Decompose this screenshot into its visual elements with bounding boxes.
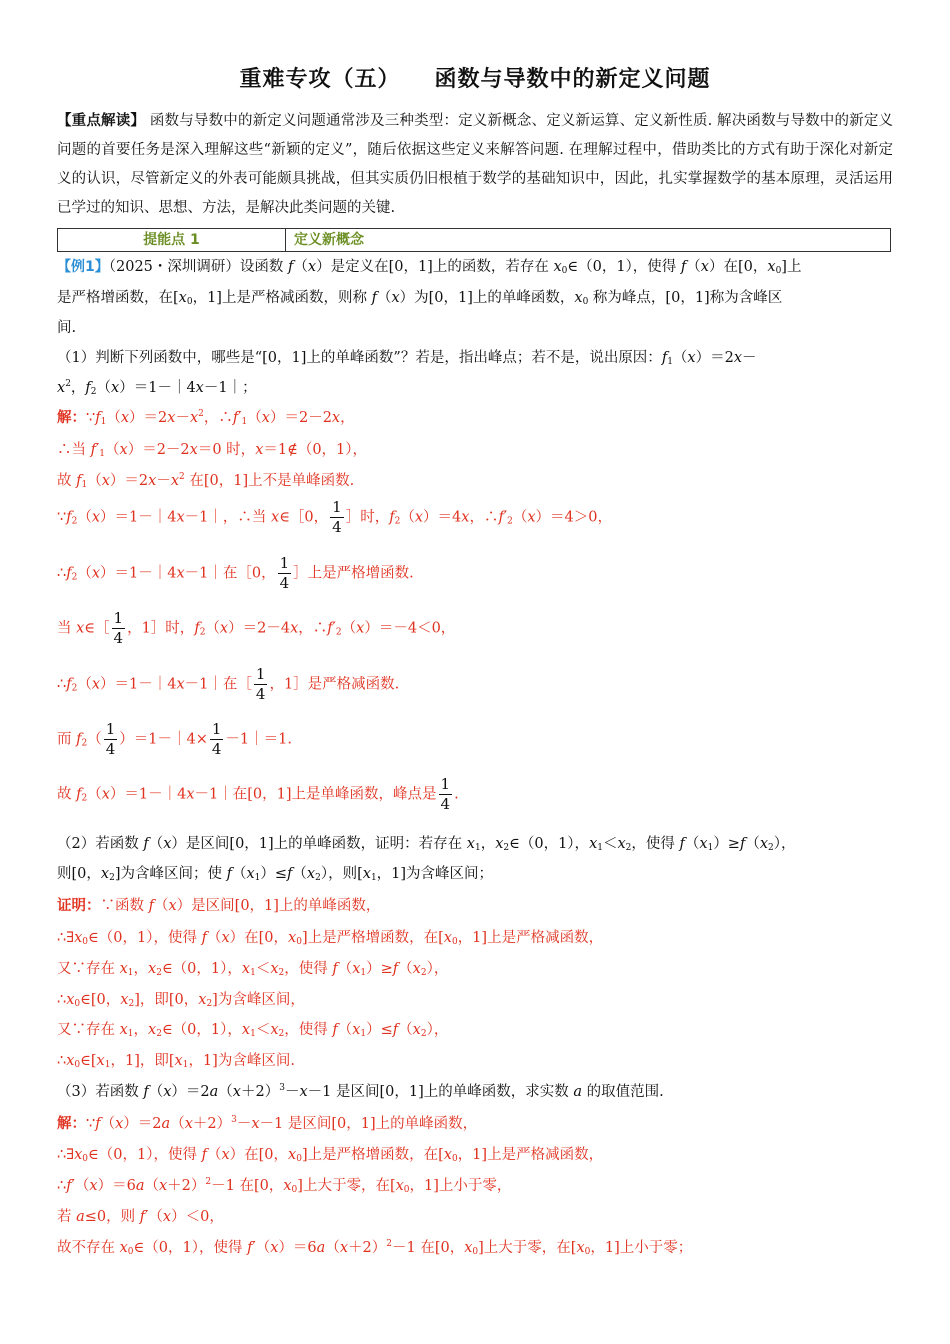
solution-1-line-1: 解：$\because f_1(x)=2x-x^2$，$\therefore f'_1(x)=2-2x$， — [57, 409, 355, 427]
solution-1-line-4: $\because f_2(x)=1-|4x-1|$，∴当 x∈［0， $\frac{1}{4}$ ］时，$f_2(x)=4x$，$\therefore f'_2(x)=4>0$， — [57, 498, 612, 536]
solution-3-line-2: $\therefore\exists x_0\in(0$，1），使得 f（x）在[0，$x_0$]上是严格增函数，在[$x_0$，1]上是严格减函数， — [57, 1147, 604, 1164]
fraction: $\frac{1}{4}$ — [332, 498, 342, 536]
fraction: $\frac{1}{4}$ — [255, 665, 266, 703]
intro-label: 【重点解读】 — [57, 112, 146, 129]
solution-3-line-5: 故不存在 $x_0\in(0$，1），使得 $f'(x)=6a(x+2)^2-1$ 在[0，$x_0$]上大于零，在[$x_0$，1]上小于零； — [57, 1239, 693, 1257]
solution-1-line-7: $\therefore f_2(x)=1-|4x-1|$在［ $\frac{1}{4}$ ，1］是严格减函数. — [57, 665, 400, 703]
example-line-3: 间. — [57, 320, 77, 336]
solution-label: 解： — [57, 409, 86, 426]
question-2-line-2: 则[0，$x_2$]为含峰区间；使 $f(x_1)\le f(x_2)$，则[$x_1$，1]为含峰区间； — [57, 866, 494, 883]
solution-1-line-5: $\therefore f_2(x)=1-|4x-1|$在［0， $\frac{1}{4}$ ］上是严格增函数. — [57, 554, 414, 592]
question-1-line-2: $x^2$，$f_2(x)=1-|4x-1|$； — [57, 379, 257, 397]
proof-line-3: 又∵存在 $x_1$，$x_2\in(0$，1），$x_1<x_2$，使得 $f(x_1)\ge f(x_2)$， — [57, 961, 449, 978]
topic-label-cell: 提能点 1 — [58, 229, 286, 251]
proof-label: 证明： — [57, 897, 101, 914]
solution-1-line-9: 故 $f_2(x)=1-|4x-1|$在[0，1]上是单峰函数，峰点是 $\frac{1}{4}$ . — [57, 775, 459, 813]
fraction: $\frac{1}{4}$ — [211, 720, 222, 758]
solution-3-line-4: 若 a≤0，则 f′（x）＜0， — [57, 1209, 224, 1225]
example-source: （2025・深圳调研） — [108, 259, 240, 275]
question-1-line-1: （1）判断下列函数中，哪些是“[0，1]上的单峰函数”？若是，指出峰点；若不是，说出原因：$f_1(x)=2x-$ — [57, 350, 757, 367]
intro-text: 函数与导数中的新定义问题通常涉及三种类型：定义新概念、定义新运算、定义新性质. 解决函数与导数中的新定义问题的首要任务是深入理解这些“新颖的定义”，随后依据这些定义来解答问题. 在理解过程中，借助类比的方式有助于深化对新定义的认识，尽管新定义的外表可能颇具挑战，但其实质仍旧根植于数学的基础知识中，因此，扎实掌握数学的基本原理，灵活运用已学过的知识、思想、方法，是解决此类问题的关键. — [57, 113, 894, 216]
fraction: $\frac{1}{4}$ — [113, 609, 124, 647]
solution-1-line-2: ∴当 $f'_1(x)=2-2x=0$ 时，x＝1∉（0，1）， — [57, 442, 368, 459]
proof-line-2: $\therefore\exists x_0\in(0$，1），使得 f（x）在[0，$x_0$]上是严格增函数，在[$x_0$，1]上是严格减函数， — [57, 930, 604, 947]
example-line-1: 【例1】（2025・深圳调研）设函数 f（x）是定义在[0，1]上的函数，若存在 $x_0\in(0$，1），使得 f（x）在[0，$x_0$]上 — [57, 259, 802, 276]
proof-line-4: $\therefore x_0\in[0$，$x_2$]，即[0，$x_2$]为含峰区间， — [57, 992, 305, 1009]
proof-line-6: $\therefore x_0\in[x_1$，1]，即[$x_1$，1]为含峰区间. — [57, 1053, 295, 1070]
fraction: $\frac{1}{4}$ — [105, 720, 116, 758]
page-title — [0, 62, 950, 93]
example-tag: 【例1】 — [57, 259, 109, 275]
example-line-2: 是严格增函数，在[$x_0$，1]上是严格减函数，则称 f（x）为[0，1]上的单峰函数，$x_0$ 称为峰点，[0，1]称为含峰区 — [57, 290, 783, 307]
proof-line-5: 又∵存在 $x_1$，$x_2\in(0$，1），$x_1<x_2$，使得 $f(x_1)\le f(x_2)$， — [57, 1022, 449, 1039]
title-part-1: 重难专攻（五） — [239, 67, 401, 92]
question-3-line-1: （3）若函数 $f(x)=2a(x+2)^3-x-1$ 是区间[0，1]上的单峰函数，求实数 a 的取值范围. — [57, 1083, 664, 1100]
topic-name-cell: 定义新概念 — [294, 232, 364, 248]
topic-header-table — [57, 228, 891, 252]
title-part-2: 函数与导数中的新定义问题 — [434, 67, 711, 92]
question-2-line-1: （2）若函数 f（x）是区间[0，1]上的单峰函数，证明：若存在 $x_1$，$x_2\in(0$，1），$x_1<x_2$，使得 $f(x_1)\ge f(x_2)$， — [57, 836, 796, 853]
fraction: $\frac{1}{4}$ — [440, 775, 451, 813]
solution-1-line-3: 故 $f_1(x)=2x-x^2$ 在[0，1]上不是单峰函数. — [57, 472, 355, 490]
proof-line-1: 证明：∵函数 f（x）是区间[0，1]上的单峰函数， — [57, 897, 381, 914]
solution-1-line-8: 而 $f_2$（ $\frac{1}{4}$ ）＝1－｜4× $\frac{1}{4}$ －1｜＝1. — [57, 720, 292, 758]
solution-3-line-3: $\therefore f'(x)=6a(x+2)^2-1$ 在[0，$x_0$]上大于零，在[$x_0$，1]上小于零， — [57, 1177, 512, 1195]
intro-paragraph — [57, 106, 893, 223]
fraction: $\frac{1}{4}$ — [279, 554, 290, 592]
solution-1-line-6: 当 x∈［ $\frac{1}{4}$ ，1］时，$f_2(x)=2-4x$，$\therefore f'_2(x)=-4<0$， — [57, 609, 456, 647]
solution-3-line-1: 解：$\because f(x)=2a(x+2)^3-x-1$ 是区间[0，1]上的单峰函数， — [57, 1115, 478, 1132]
